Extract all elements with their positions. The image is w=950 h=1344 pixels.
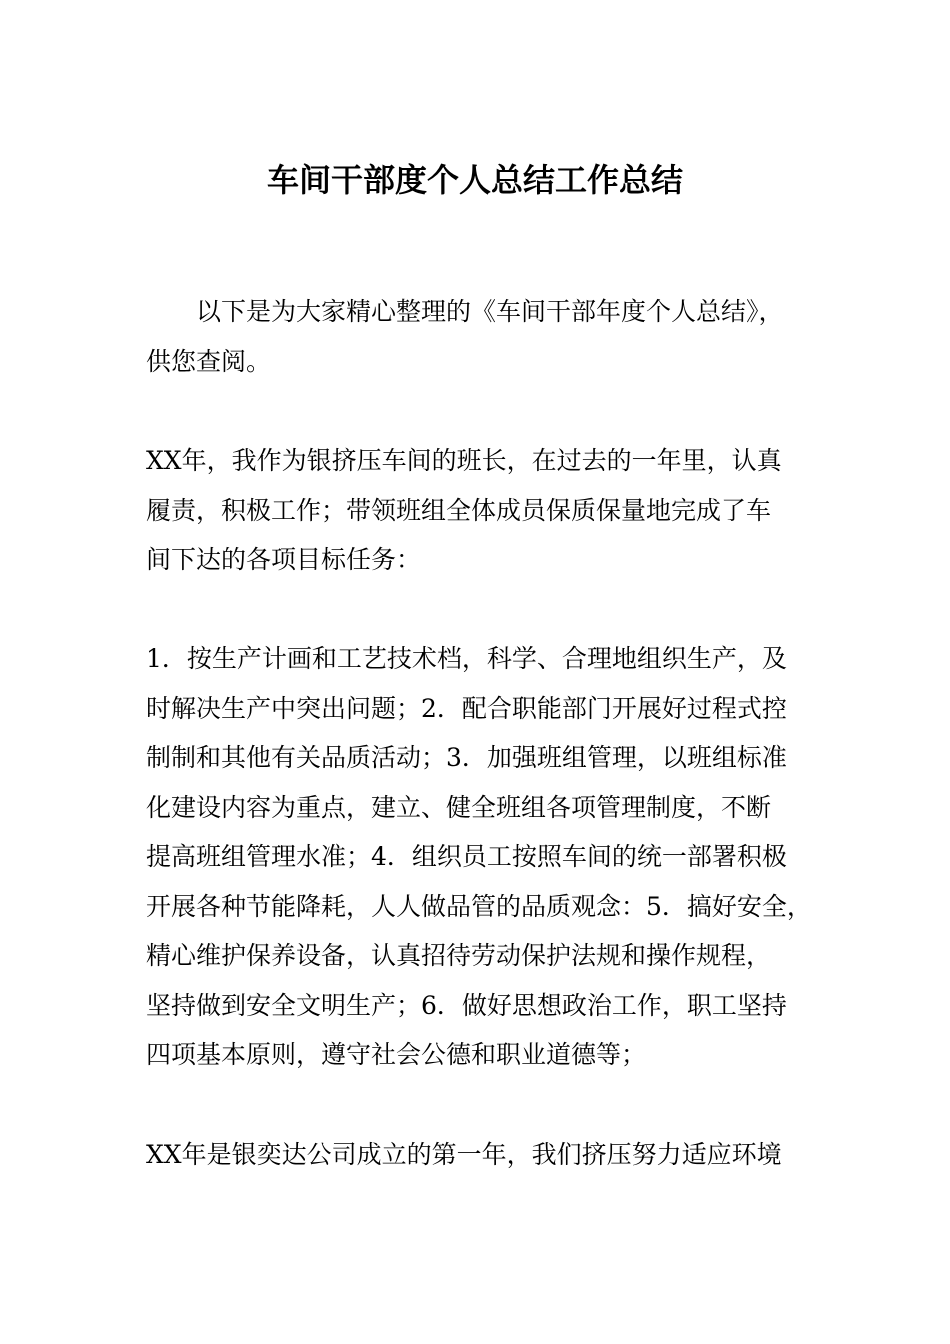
text-line: 制制和其他有关品质活动；3．加强班组管理，以班组标准 xyxy=(146,743,787,772)
text-line: 间下达的各项目标任务： xyxy=(146,545,422,574)
paragraph-tasks xyxy=(146,634,826,1080)
text-line: 供您查阅。 xyxy=(146,346,272,376)
text-line: 坚持做到安全文明生产；6．做好思想政治工作，职工坚持 xyxy=(146,990,787,1020)
document-title: 车间干部度个人总结工作总结 xyxy=(266,161,683,199)
text-line: 时解决生产中突出问题；2．配合职能部门开展好过程式控 xyxy=(146,693,787,723)
text-line: 开展各种节能降耗，人人做品管的品质观念：5．搞好安全， xyxy=(146,891,812,921)
text-line: 提高班组管理水准；4．组织员工按照车间的统一部署积极 xyxy=(146,842,787,871)
text-line: 四项基本原则，遵守社会公德和职业道德等； xyxy=(146,1040,647,1069)
text-line: 精心维护保养设备，认真招待劳动保护法规和操作规程， xyxy=(146,941,772,970)
paragraph-intro xyxy=(146,287,826,386)
text-line: XX年，我作为银挤压车间的班长，在过去的一年里，认真 xyxy=(146,446,782,475)
text-line: XX年是银奕达公司成立的第一年，我们挤压努力适应环境 xyxy=(146,1140,782,1169)
text-line: 以下是为大家精心整理的《车间干部年度个人总结》， xyxy=(146,297,784,326)
paragraph-company xyxy=(146,1130,826,1180)
text-line: 化建设内容为重点，建立、健全班组各项管理制度，不断 xyxy=(146,792,772,822)
text-line: 履责，积极工作；带领班组全体成员保质保量地完成了车 xyxy=(146,495,772,525)
text-line: 1．按生产计画和工艺技术档，科学、合理地组织生产，及 xyxy=(146,644,787,673)
paragraph-overview xyxy=(146,436,826,585)
